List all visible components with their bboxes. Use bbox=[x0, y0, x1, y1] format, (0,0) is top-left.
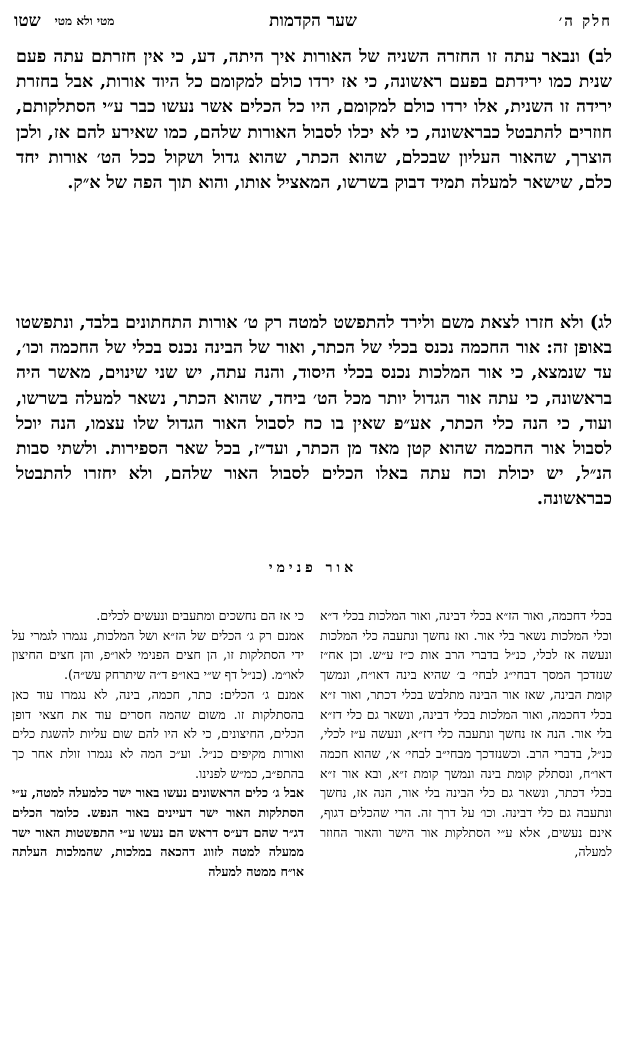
header-left-group bbox=[14, 11, 114, 31]
commentary-left-bold-paragraph: אבל ג׳ כלים הראשונים נעשו באור ישר כלמעלה למטה, ע״י הסתלקות האור ישר דעיינים באור הנפש. כלומר הכלים דג״ר שהם דע״ס דראש הם נעשו ע״י התפשטות האור ישר ממעלה למטה לזווג דהכאה במלכות, שהמלכות העלתה או״ח ממטה למעלה bbox=[12, 785, 304, 880]
commentary-right-text: בכלי דחכמה, ואור הז״א בכלי דבינה, ואור המלכות בכלי ד״א וכלי המלכות נשאר בלי אור. ואז נחשך ונתעבה כלי המלכות ונעשה אז לכלי, כנ״ל בדברי הרב אות כ״ז ע״ש. וכן אח״ז שנזדכך המסך דבחי״ג לבחי׳ ב׳ שהיא בינה דאו״ח, ונמשך קומת הבינה, שאז אור הבינה מתלבש בכלי דכתר, ואור ז״א בכלי דחכמה, ואור המלכות בכלי דבינה, ונשאר גם כלי דז״א בלי אור. הנה אז נחשך ונתעבה כלי דז״א, ונעשה ע״ז לכלי, כנ״ל, בדברי הרב. וכשנזדכך מבחי״ב לבחי׳ א׳, שהוא חכמה דאו״ח, ונסתלק קומת בינה ונמשך קומת ז״א, ובא אור ז״א בכלי דכתר, ונשאר גם כלי הבינה בלי אור, הנה אז, נחשך ונתעבה גם כלי דבינה. וכו׳ על דרך זה. הרי שהכלים דגוף, אינם נעשים, אלא ע״י הסתלקות אור הישר והאור החוזר למעלה, bbox=[320, 608, 612, 860]
paragraph-33: לג) ולא חזרו לצאת משם ולירד להתפשט למטה רק ט׳ אורות התחתונים בלבד, ונתפשטו באופן זה: אור החכמה נכנס בכלי של הכתר, ואור של הבינה נכנס בכלי של החכמה וכו׳, עד שנמצא, כי אור המלכות נכנס בכלי היסוד, והנה עתה, יש שני שינוים, מאשר היה בראשונה, כי עתה אור הגדול יותר מכל הט׳ ביחד, שהוא הכתר, נשאר למעלה בשרשו, ועוד, כי הנה כלי הכתר, אע״פ שאין בו כח לסבול האור הגדול שלו עצמו, הנה יוכל לסבול אור החכמה שהוא קטן מאד מן הכתר, ועד״ז, בכל שאר הספירות. ולשתי סבות הנ״ל, יש יכולת וכח עתה באלו הכלים לסבול האור שלהם, ולא יחזרו להתבטל כבראשונה. bbox=[16, 313, 612, 510]
commentary-section-title: אור פנימי bbox=[268, 560, 358, 576]
commentary-left-paragraph: אמנם ג׳ הכלים: כתר, חכמה, בינה, לא נגמרו עוד כאן בהסתלקות זו. משום שהמה חסרים עוד את חצאי דופן הכלים, החיצונים, כי לא היו להם שום עליות להשגת כלים ואורות מקיפים כנ״ל. וע״כ המה לא נגמרו זולת אחר כך בהתפ״ב, כמ״ש לפנינו. bbox=[12, 686, 304, 781]
commentary-column-right bbox=[320, 606, 612, 1044]
commentary-column-left bbox=[12, 606, 304, 1044]
page-number: שטו bbox=[14, 11, 41, 31]
commentary-left-paragraph: אמנם רק ג׳ הכלים של הז״א ושל המלכות, נגמרו לגמרי על ידי הסתלקות זו, הן חצים הפנימי לאו״פ, והן חצים החיצון לאו״מ. (כנ״ל דף ש״י באו״פ ד״ה שיתרחק עש״ה). bbox=[12, 627, 304, 683]
header-subtitle: מטי ולא מטי bbox=[54, 13, 115, 28]
commentary-left-paragraph: כי אז הם נחשכים ומתעבים ונעשים לכלים. bbox=[96, 608, 304, 623]
paragraph-32: לב) ונבאר עתה זו החזרה השניה של האורות איך היתה, דע, כי אין חזרתם עתה פעם שנית כמו ירידתם בפעם ראשונה, כי אז ירדו כולם למקומם כל היוד אורות, אבל בחזרת ירידה זו השנית, אלו ירדו כולם למקומם, היו כל הכלים אשר נעשו כבר ע״י הסתלקותם, חוזרים להתבטל כבראשונה, כי לא יכלו לסבול האורות שלהם, כמו שאירע להם אז, ולכן הוצרך, שהאור העליון שבכלם, שהוא הכתר, שהוא גדול ושקול ככל הט׳ אורות יחד כלם, שישאר למעלה תמיד דבוק בשרשו, המאציל אותו, והוא תוך הפה של א״ק. bbox=[16, 47, 612, 194]
header-title: שער הקדמות bbox=[269, 11, 357, 31]
page-header bbox=[14, 4, 612, 38]
header-part-label: חלק ה׳ bbox=[558, 11, 612, 30]
